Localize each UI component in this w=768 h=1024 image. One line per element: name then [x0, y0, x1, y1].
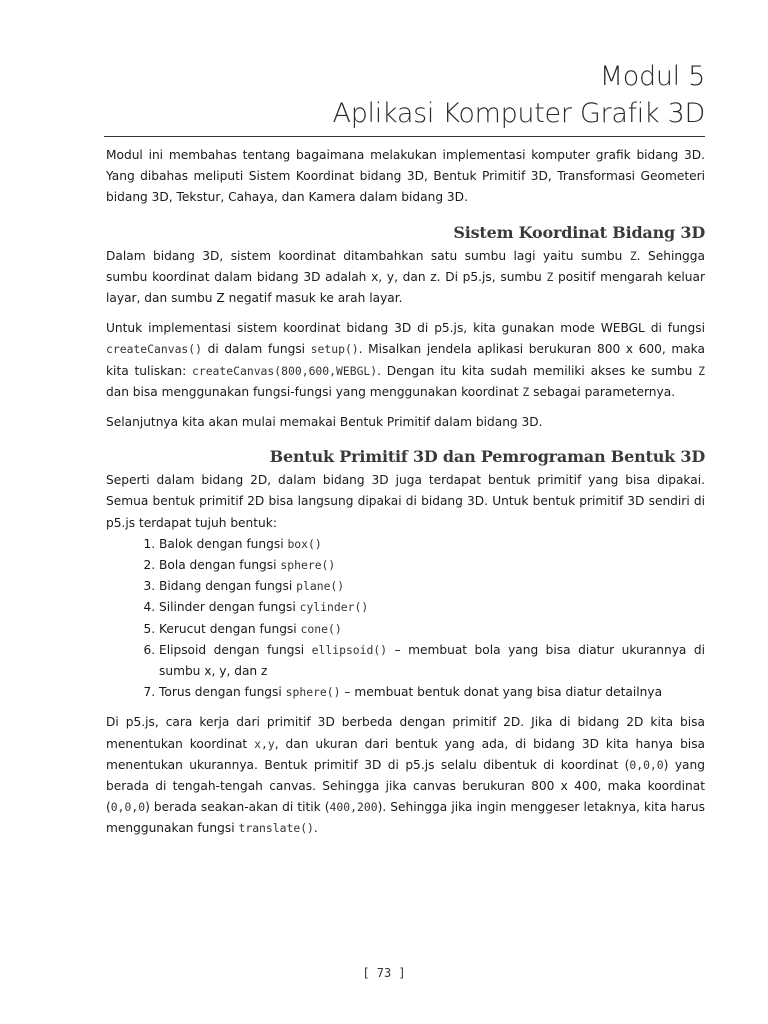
- list-item: 1. Balok dengan fungsi box(): [159, 534, 705, 555]
- intro-paragraph: Modul ini membahas tentang bagaimana melakukan implementasi komputer grafik bidang 3D. Yang dibahas meliputi Sistem Koordinat bidang 3D, Bentuk Primitif 3D, Transformasi Geometeri bidang 3D, Tekstur, Cahaya, dan Kamera dalam bidang 3D.: [106, 148, 705, 205]
- page-title: [104, 58, 705, 132]
- paragraph-selanjutnya: Selanjutnya kita akan mulai memakai Bentuk Primitif dalam bidang 3D.: [106, 415, 543, 430]
- paragraph-sumbu-z: Dalam bidang 3D, sistem koordinat ditambahkan satu sumbu lagi yaitu sumbu Z. Sehingga sumbu koordinat dalam bidang 3D adalah x, y, dan z. Di p5.js, sumbu Z positif mengarah keluar layar, dan sumbu Z negatif masuk ke arah layar.: [106, 248, 705, 306]
- list-item: 6. Elipsoid dengan fungsi ellipsoid() – membuat bola yang bisa diatur ukurannya di sumbu x, y, dan z: [159, 640, 705, 682]
- list-item: 2. Bola dengan fungsi sphere(): [159, 555, 705, 576]
- paragraph-cara-kerja: Di p5.js, cara kerja dari primitif 3D berbeda dengan primitif 2D. Jika di bidang 2D kita bisa menentukan koordinat x,y, dan ukuran dari bentuk yang ada, di bidang 3D kita hanya bisa menentukan ukurannya. Bentuk primitif 3D di p5.js selalu dibentuk di koordinat (0,0,0) yang berada di tengah-tengah canvas. Sehingga jika canvas berukuran 800 x 400, maka koordinat (0,0,0) berada seakan-akan di titik (400,200). Sehingga jika ingin menggeser letaknya, kita harus menggunakan fungsi translate().: [106, 715, 706, 836]
- section-heading-sistem-koordinat: Sistem Koordinat Bidang 3D: [453, 222, 705, 242]
- page-number: [ 73 ]: [362, 966, 406, 980]
- paragraph-webgl: Untuk implementasi sistem koordinat bidang 3D di p5.js, kita gunakan mode WEBGL di fungsi createCanvas() di dalam fungsi setup(). Misalkan jendela aplikasi berukuran 800 x 600, maka kita tuliskan: createCanvas(800,600,WEBGL). Dengan itu kita sudah memiliki akses ke sumbu Z dan bisa menggunakan fungsi-fungsi yang menggunakan koordinat Z sebagai parameternya.: [106, 321, 705, 399]
- title-divider: [104, 136, 705, 137]
- list-item: 4. Silinder dengan fungsi cylinder(): [159, 597, 705, 618]
- module-title: Aplikasi Komputer Grafik 3D: [332, 98, 705, 129]
- list-item: 5. Kerucut dengan fungsi cone(): [159, 619, 705, 640]
- primitive-shapes-list: [106, 534, 705, 704]
- list-item: 3. Bidang dengan fungsi plane(): [159, 576, 705, 597]
- list-item: 7. Torus dengan fungsi sphere() – membuat bentuk donat yang bisa diatur detailnya: [159, 682, 705, 703]
- module-number: Modul 5: [599, 61, 705, 92]
- paragraph-primitif-intro: Seperti dalam bidang 2D, dalam bidang 3D juga terdapat bentuk primitif yang bisa dipakai. Semua bentuk primitif 2D bisa langsung dipakai di bidang 3D. Untuk bentuk primitif 3D sendiri di p5.js terdapat tujuh bentuk:: [106, 473, 705, 530]
- section-heading-bentuk-primitif: Bentuk Primitif 3D dan Pemrograman Bentuk 3D: [269, 447, 705, 467]
- main-content: [106, 145, 705, 840]
